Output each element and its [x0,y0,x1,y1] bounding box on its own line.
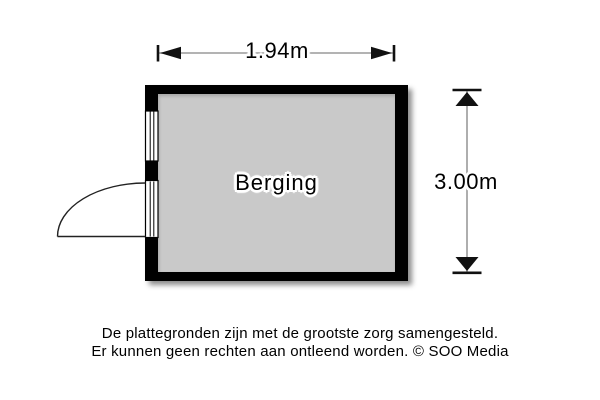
room-label: Berging [235,170,318,195]
window-icon [146,111,159,161]
height-dimension-label: 3.00m [434,169,498,194]
width-dimension-label: 1.94m [245,38,309,63]
arrow-up-icon [456,92,479,106]
door-icon [58,181,159,238]
disclaimer-line-1: De plattegronden zijn met de grootste zorg samengesteld. [101,325,499,342]
arrow-down-icon [456,257,479,271]
door-swing-arc [58,183,146,237]
disclaimer-line-2: Er kunnen geen rechten aan ontleend worden. © SOO Media [91,342,509,360]
